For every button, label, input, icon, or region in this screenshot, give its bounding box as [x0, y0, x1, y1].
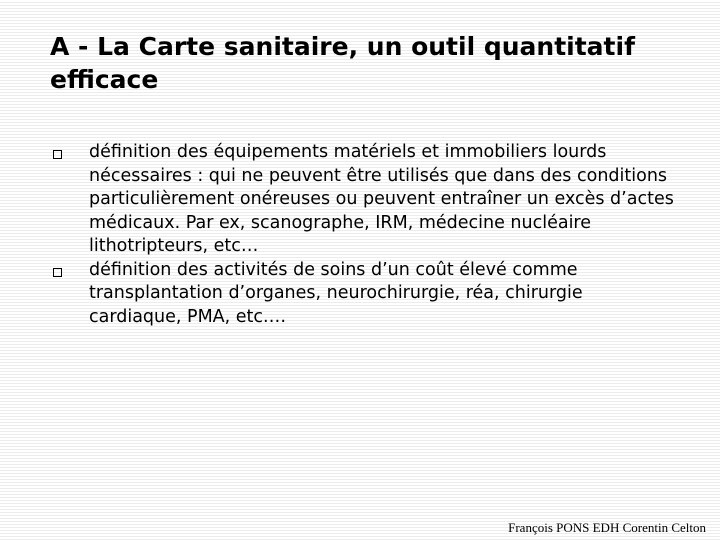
bullet-text: définition des activités de soins d’un coût élevé comme transplantation d’organes, neurochirurgie, réa, chirurgie cardiaque, PMA, etc.… — [89, 259, 583, 327]
bullet-item-equipements — [50, 141, 680, 259]
hollow-square-bullet-icon — [53, 268, 62, 277]
bullet-item-activites — [50, 259, 680, 330]
bullet-text: définition des équipements matériels et immobiliers lourds nécessaires : qui ne peuvent être utilisés que dans des conditions particulièrement onéreuses ou peuvent entraîner un excès d’actes médicaux. Par ex, scanographe, IRM, médecine nucléaire lithotripteurs, etc… — [89, 142, 674, 256]
slide-title: A - La Carte sanitaire, un outil quantitatif efficace — [50, 32, 635, 94]
hollow-square-bullet-icon — [53, 150, 62, 159]
footer-credit: François PONS EDH Corentin Celton — [508, 520, 706, 535]
bullet-list — [50, 141, 680, 329]
